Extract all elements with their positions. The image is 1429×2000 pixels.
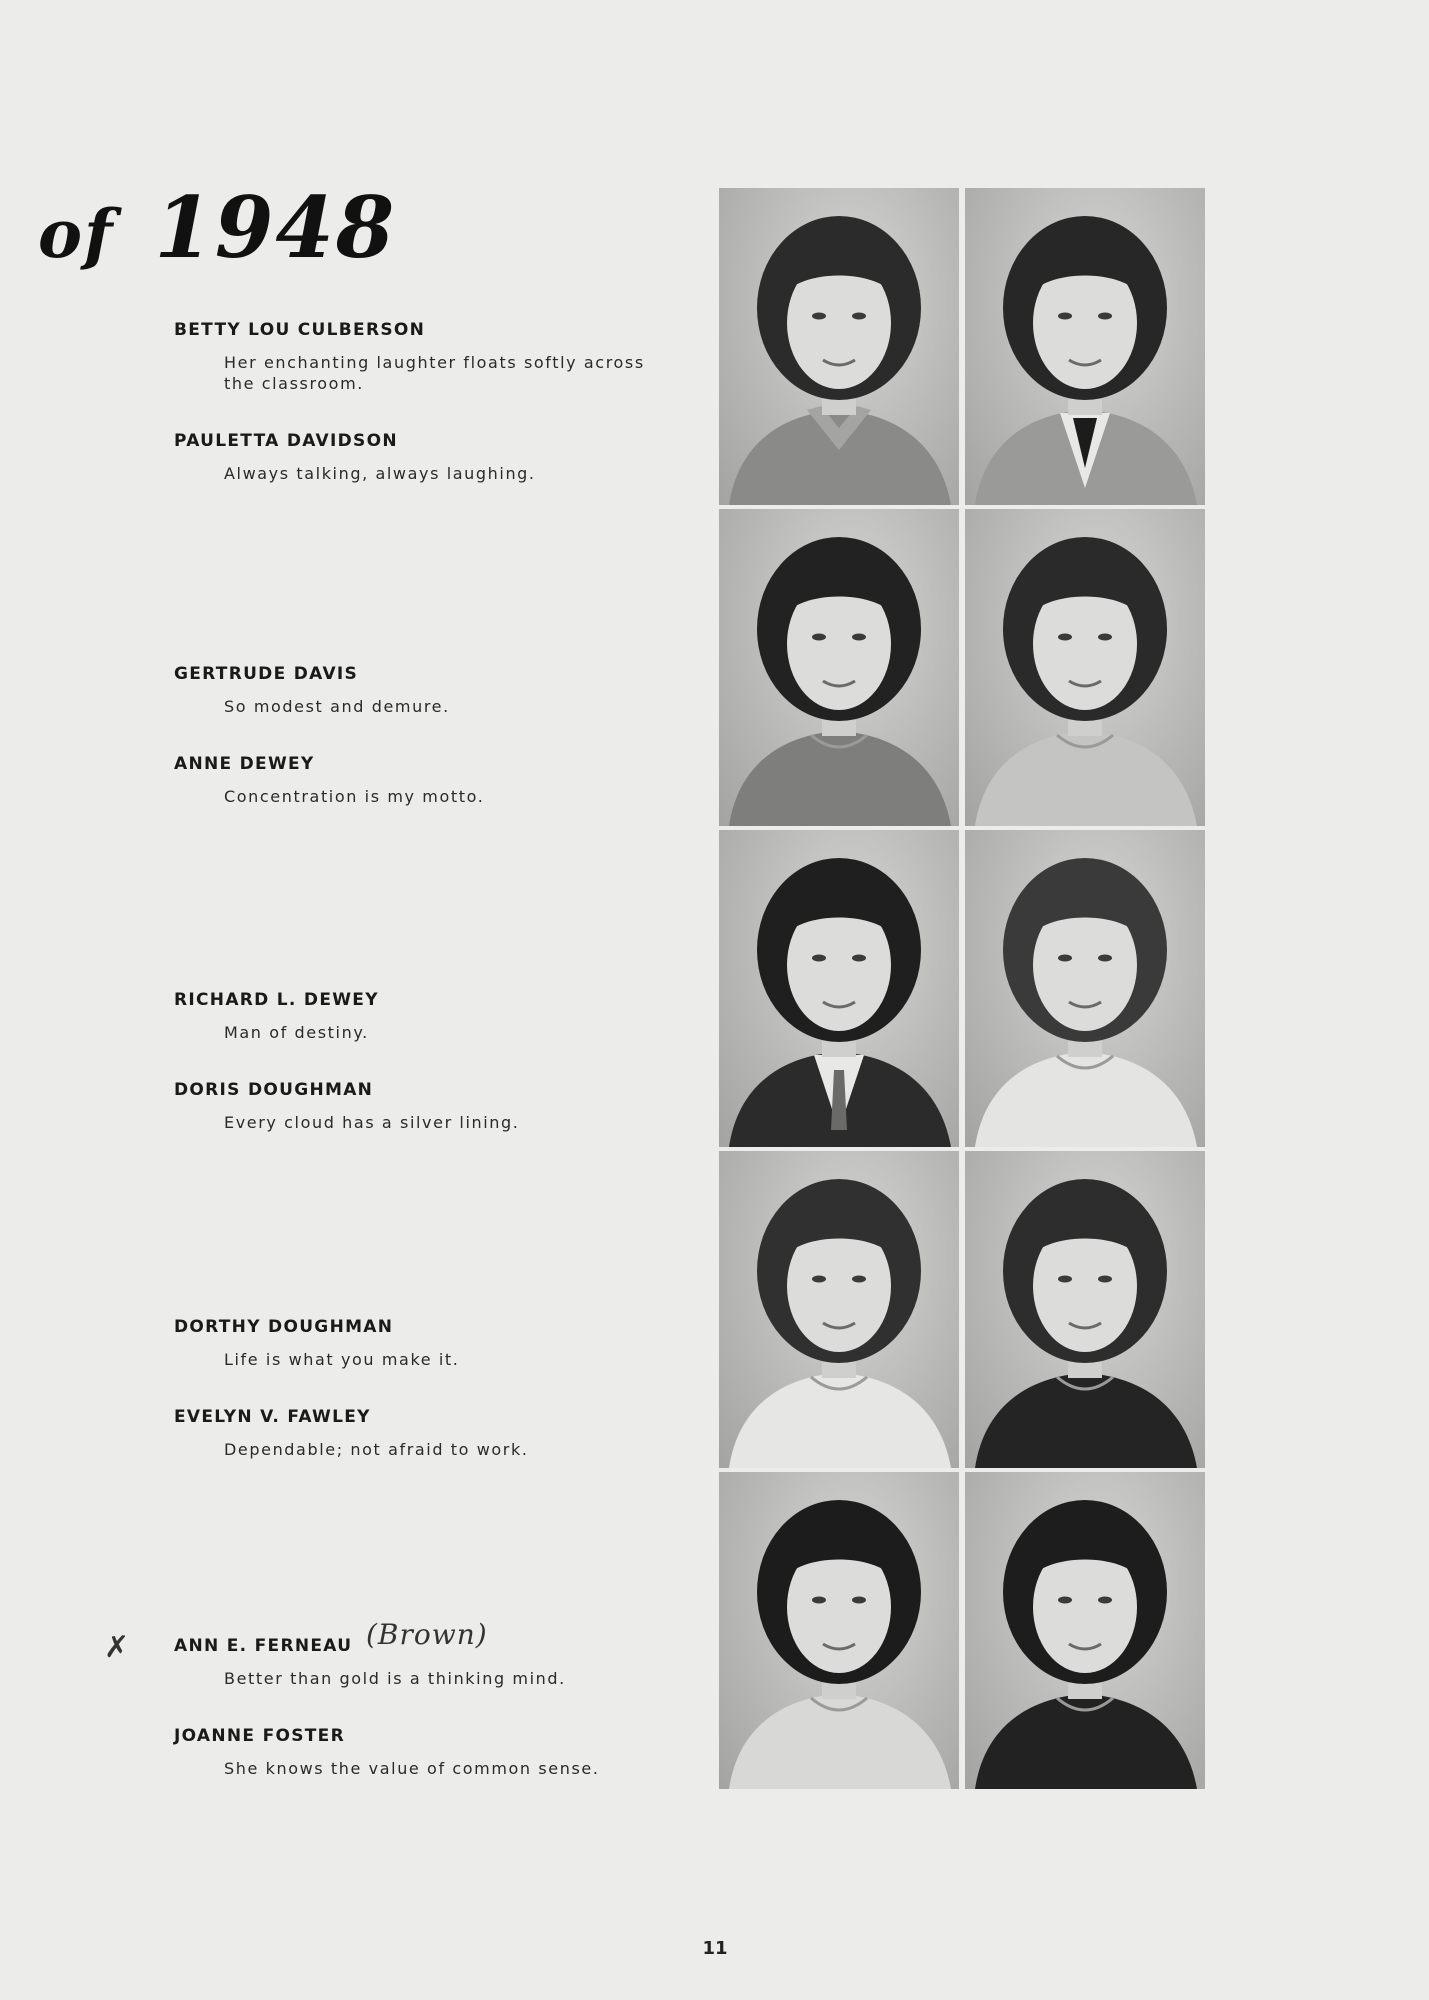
portrait-grid	[719, 188, 1205, 1789]
handwritten-maiden-name: (Brown)	[366, 1618, 488, 1651]
page-number: 11	[702, 1938, 728, 1959]
student-name: BETTY LOU CULBERSON	[174, 320, 426, 340]
student-entry	[174, 431, 694, 484]
portrait-image	[965, 830, 1205, 1147]
student-name: GERTRUDE DAVIS	[174, 664, 359, 684]
student-quote: Always talking, always laughing.	[224, 464, 536, 483]
student-quote: Man of destiny.	[224, 1023, 369, 1042]
portrait-image	[965, 509, 1205, 826]
student-portrait	[965, 1472, 1205, 1789]
heading-of: of	[38, 195, 115, 273]
student-portrait	[965, 188, 1205, 505]
student-portrait	[719, 1151, 959, 1468]
student-name: DORTHY DOUGHMAN	[174, 1317, 394, 1337]
student-name: RICHARD L. DEWEY	[174, 990, 379, 1010]
student-quote: Concentration is my motto.	[224, 787, 485, 806]
student-portrait	[719, 509, 959, 826]
student-portrait	[965, 1151, 1205, 1468]
student-entry	[174, 754, 694, 807]
portrait-image	[719, 1151, 959, 1468]
student-entry	[174, 1317, 694, 1370]
student-name: ANN E. FERNEAU	[174, 1636, 353, 1656]
portrait-image	[719, 830, 959, 1147]
portrait-image	[965, 1472, 1205, 1789]
student-portrait	[719, 1472, 959, 1789]
student-name: JOANNE FOSTER	[174, 1726, 345, 1746]
student-name: PAULETTA DAVIDSON	[174, 431, 398, 451]
student-quote: Life is what you make it.	[224, 1350, 460, 1369]
student-quote: Her enchanting laughter floats softly across the classroom.	[224, 353, 645, 393]
handwritten-mark: ✗	[104, 1630, 130, 1665]
student-entry	[174, 1407, 694, 1460]
student-portrait	[719, 830, 959, 1147]
student-entry	[174, 320, 694, 394]
student-name: EVELYN V. FAWLEY	[174, 1407, 371, 1427]
student-portrait	[965, 509, 1205, 826]
portrait-image	[719, 509, 959, 826]
portrait-image	[719, 188, 959, 505]
student-quote: Better than gold is a thinking mind.	[224, 1669, 566, 1688]
student-quote: So modest and demure.	[224, 697, 450, 716]
student-list	[0, 0, 700, 1800]
student-name: DORIS DOUGHMAN	[174, 1080, 374, 1100]
student-entry	[174, 664, 694, 717]
student-portrait	[719, 188, 959, 505]
student-portrait	[965, 830, 1205, 1147]
portrait-image	[965, 1151, 1205, 1468]
student-quote: Dependable; not afraid to work.	[224, 1440, 529, 1459]
student-quote: Every cloud has a silver lining.	[224, 1113, 520, 1132]
student-quote: She knows the value of common sense.	[224, 1759, 600, 1778]
student-name: ANNE DEWEY	[174, 754, 315, 774]
portrait-image	[719, 1472, 959, 1789]
student-entry	[174, 990, 694, 1043]
student-entry	[174, 1726, 694, 1779]
heading-year: 1948	[154, 178, 397, 277]
student-entry	[174, 1080, 694, 1133]
portrait-image	[965, 188, 1205, 505]
